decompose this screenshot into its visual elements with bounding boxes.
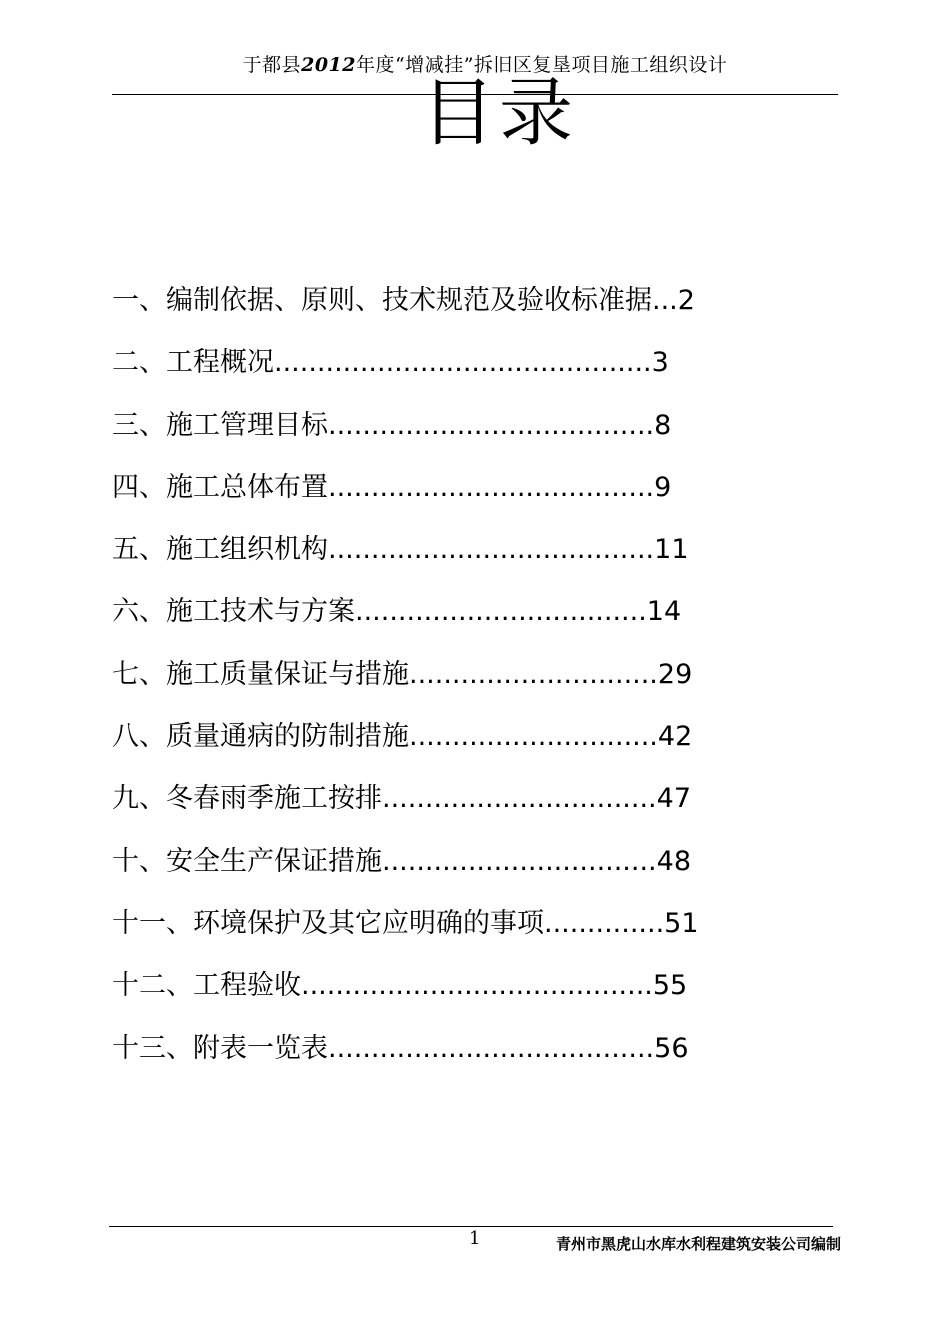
toc-entry: 二、工程概况............................................3: [112, 347, 669, 379]
toc-entry: 十二、工程验收.........................................55: [112, 970, 688, 1002]
toc-entry: 八、质量通病的防制措施.............................42: [112, 721, 693, 753]
toc-entry: 十一、环境保护及其它应明确的事项..............51: [112, 907, 699, 939]
toc-entry: 七、施工质量保证与措施.............................29: [112, 658, 693, 690]
toc-entry: 三、施工管理目标......................................8: [112, 409, 672, 441]
toc-entry: 九、冬春雨季施工按排................................47: [112, 783, 691, 815]
footer-divider: [109, 1226, 833, 1227]
footer-company: 青州市黑虎山水库水利程建筑安装公司编制: [556, 1235, 842, 1253]
header-year: 2012: [301, 54, 356, 76]
toc-entry: 六、施工技术与方案..................................14: [112, 596, 682, 628]
header-text-after: 年度“增减挂”拆旧区复垦项目施工组织设计: [355, 54, 728, 76]
table-of-contents: [112, 276, 872, 1086]
header-text-before: 于都县: [242, 54, 302, 76]
toc-entry: 四、施工总体布置......................................9: [112, 471, 672, 503]
toc-entry: 十、安全生产保证措施................................48: [112, 845, 691, 877]
toc-entry: 十三、附表一览表......................................56: [112, 1032, 689, 1064]
page-number: 1: [469, 1228, 481, 1249]
toc-title: 目录: [421, 70, 577, 156]
toc-entry: 五、施工组织机构......................................11: [112, 534, 689, 566]
toc-entry: 一、编制依据、原则、技术规范及验收标准据...2: [112, 285, 695, 316]
